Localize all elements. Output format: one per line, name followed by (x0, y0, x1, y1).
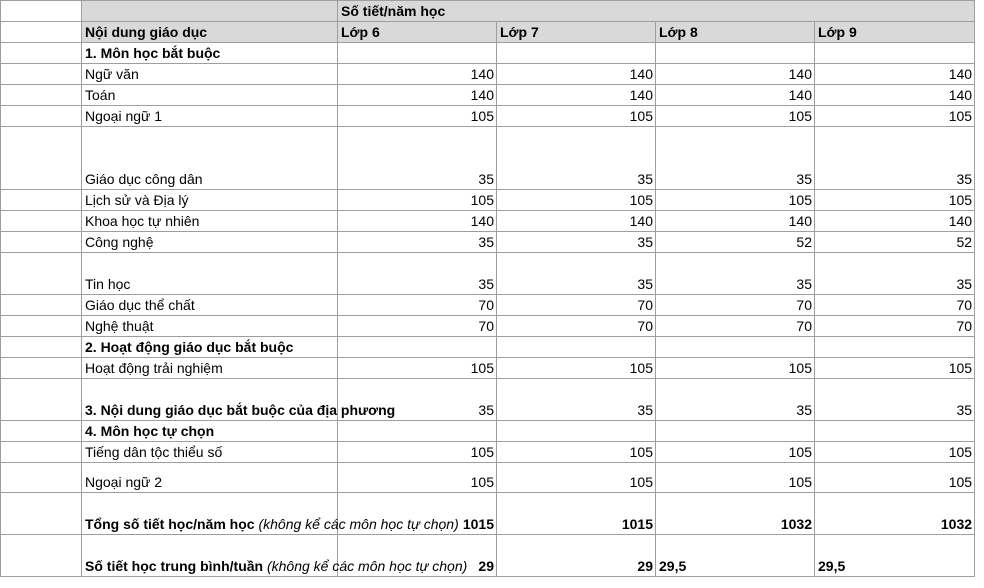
value-grade-7[interactable]: 140 (497, 85, 656, 106)
value-grade-8[interactable]: 105 (656, 442, 815, 463)
blank-cell[interactable] (1, 127, 82, 190)
average-week-label[interactable] (82, 535, 468, 577)
table-row (1, 232, 975, 253)
value-grade-7[interactable]: 35 (497, 127, 656, 190)
subject-name[interactable]: Tiếng dân tộc thiểu số (82, 442, 338, 463)
table-row (1, 295, 975, 316)
blank-cell[interactable] (1, 442, 82, 463)
value-grade-9[interactable]: 105 (815, 463, 975, 493)
header-content[interactable]: Nội dung giáo dục (82, 22, 338, 43)
blank-cell[interactable] (1, 358, 82, 379)
table-row (1, 379, 975, 421)
subject-name[interactable]: Công nghệ (82, 232, 338, 253)
table-row (1, 85, 975, 106)
cell[interactable] (656, 337, 815, 358)
value-grade-8[interactable]: 140 (656, 64, 815, 85)
cell[interactable] (338, 337, 497, 358)
header-row-1 (1, 1, 975, 22)
section-compulsory-activities[interactable]: 2. Hoạt động giáo dục bắt buộc (82, 337, 338, 358)
value-grade-8[interactable]: 140 (656, 85, 815, 106)
blank-cell[interactable] (1, 43, 82, 64)
table-row (1, 442, 975, 463)
header-grade-8[interactable]: Lớp 8 (656, 22, 815, 43)
section-compulsory-subjects[interactable]: 1. Môn học bắt buộc (82, 43, 338, 64)
section-local-content[interactable]: 3. Nội dung giáo dục bắt buộc của địa phương (82, 379, 338, 421)
value-grade-6[interactable]: 105 (338, 358, 497, 379)
cell[interactable] (497, 337, 656, 358)
blank-cell[interactable] (1, 295, 82, 316)
value-grade-7[interactable]: 35 (497, 253, 656, 295)
value-grade-6[interactable]: 35 (338, 127, 497, 190)
subject-name[interactable]: Tin học (82, 253, 338, 295)
value-grade-7[interactable]: 140 (497, 211, 656, 232)
total-year-grade-9[interactable]: 1032 (815, 493, 975, 535)
subject-name[interactable]: Ngoại ngữ 1 (82, 106, 338, 127)
table-row (1, 463, 975, 493)
value-grade-7[interactable]: 70 (497, 295, 656, 316)
average-week-label-note: (không kể các môn học tự chọn) (266, 558, 468, 574)
blank-cell[interactable] (1, 85, 82, 106)
value-grade-9[interactable]: 105 (815, 442, 975, 463)
value-grade-7[interactable]: 105 (497, 463, 656, 493)
value-grade-8[interactable]: 70 (656, 316, 815, 337)
cell[interactable] (815, 421, 975, 442)
section-row (1, 421, 975, 442)
value-grade-7[interactable]: 140 (497, 64, 656, 85)
subject-name[interactable]: Lịch sử và Địa lý (82, 190, 338, 211)
value-grade-8[interactable]: 35 (656, 379, 815, 421)
value-grade-8[interactable]: 140 (656, 211, 815, 232)
value-grade-9[interactable]: 70 (815, 295, 975, 316)
blank-cell[interactable] (1, 190, 82, 211)
value-grade-6[interactable]: 105 (338, 463, 497, 493)
value-grade-6[interactable]: 105 (338, 442, 497, 463)
blank-cell[interactable] (1, 421, 82, 442)
header-empty-cell[interactable] (82, 1, 338, 22)
value-grade-6[interactable]: 70 (338, 295, 497, 316)
value-grade-9[interactable]: 105 (815, 106, 975, 127)
value-grade-7[interactable]: 105 (497, 442, 656, 463)
total-year-label-note: (không kể các môn học tự chọn) (258, 516, 459, 532)
table-row (1, 127, 975, 190)
value-grade-8[interactable]: 105 (656, 358, 815, 379)
value-grade-9[interactable]: 105 (815, 358, 975, 379)
cell[interactable] (338, 421, 497, 442)
value-grade-8[interactable]: 105 (656, 106, 815, 127)
value-grade-8[interactable]: 105 (656, 463, 815, 493)
subject-name[interactable]: Giáo dục công dân (82, 127, 338, 190)
total-year-label[interactable] (82, 493, 459, 535)
cell[interactable] (656, 43, 815, 64)
value-grade-7[interactable]: 35 (497, 379, 656, 421)
value-grade-8[interactable]: 35 (656, 127, 815, 190)
value-grade-9[interactable]: 105 (815, 190, 975, 211)
value-grade-6[interactable]: 105 (338, 106, 497, 127)
blank-cell[interactable] (1, 493, 82, 535)
subject-name[interactable]: Hoạt động trải nghiệm (82, 358, 338, 379)
value-grade-9[interactable]: 52 (815, 232, 975, 253)
value-grade-9[interactable]: 140 (815, 211, 975, 232)
value-grade-6[interactable]: 140 (338, 211, 497, 232)
table-row (1, 64, 975, 85)
blank-cell[interactable] (1, 64, 82, 85)
blank-cell[interactable] (1, 535, 82, 577)
value-grade-7[interactable]: 105 (497, 106, 656, 127)
header-grade-7[interactable]: Lớp 7 (497, 22, 656, 43)
blank-cell[interactable] (1, 253, 82, 295)
table-row (1, 106, 975, 127)
cell[interactable] (815, 337, 975, 358)
blank-cell[interactable] (1, 106, 82, 127)
value-grade-6[interactable]: 140 (338, 64, 497, 85)
header-row-2 (1, 22, 975, 43)
blank-cell[interactable] (1, 1, 82, 22)
table-row (1, 316, 975, 337)
total-year-row (1, 493, 975, 535)
value-grade-8[interactable]: 52 (656, 232, 815, 253)
blank-cell[interactable] (1, 379, 82, 421)
value-grade-8[interactable]: 70 (656, 295, 815, 316)
value-grade-6[interactable]: 70 (338, 316, 497, 337)
total-year-grade-7[interactable]: 1015 (497, 493, 656, 535)
value-grade-7[interactable]: 70 (497, 316, 656, 337)
table-row (1, 190, 975, 211)
header-grade-9[interactable]: Lớp 9 (815, 22, 975, 43)
subject-name[interactable]: Toán (82, 85, 338, 106)
value-grade-9[interactable]: 35 (815, 253, 975, 295)
value-grade-8[interactable]: 105 (656, 190, 815, 211)
section-row (1, 43, 975, 64)
blank-cell[interactable] (1, 211, 82, 232)
subject-name[interactable]: Giáo dục thể chất (82, 295, 338, 316)
average-week-row (1, 535, 975, 577)
table-row (1, 358, 975, 379)
value-grade-6[interactable]: 35 (338, 253, 497, 295)
cell[interactable] (497, 43, 656, 64)
value-grade-9[interactable]: 140 (815, 64, 975, 85)
table-row (1, 211, 975, 232)
cell[interactable] (656, 421, 815, 442)
header-periods-per-year[interactable]: Số tiết/năm học (338, 1, 975, 22)
subject-name[interactable]: Nghệ thuật (82, 316, 338, 337)
value-grade-9[interactable]: 140 (815, 85, 975, 106)
cell[interactable] (815, 43, 975, 64)
value-grade-6[interactable]: 35 (338, 232, 497, 253)
blank-cell[interactable] (1, 232, 82, 253)
blank-cell[interactable] (1, 22, 82, 43)
cell[interactable] (338, 43, 497, 64)
subject-name[interactable]: Khoa học tự nhiên (82, 211, 338, 232)
cell[interactable] (497, 421, 656, 442)
value-grade-9[interactable]: 35 (815, 379, 975, 421)
average-week-label-main: Số tiết học trung bình/tuần (85, 558, 264, 574)
section-elective-subjects[interactable]: 4. Môn học tự chọn (82, 421, 338, 442)
average-week-grade-7[interactable]: 29 (497, 535, 656, 577)
average-week-grade-9[interactable]: 29,5 (815, 535, 975, 577)
blank-cell[interactable] (1, 337, 82, 358)
value-grade-9[interactable]: 70 (815, 316, 975, 337)
value-grade-9[interactable]: 35 (815, 127, 975, 190)
value-grade-7[interactable]: 105 (497, 358, 656, 379)
value-grade-7[interactable]: 105 (497, 190, 656, 211)
total-year-grade-8[interactable]: 1032 (656, 493, 815, 535)
value-grade-6[interactable]: 105 (338, 190, 497, 211)
average-week-grade-6[interactable]: 29 (338, 535, 497, 577)
total-year-grade-6[interactable]: 1015 (338, 493, 497, 535)
total-year-label-main: Tổng số tiết học/năm học (85, 516, 255, 532)
table-row (1, 253, 975, 295)
average-week-grade-8[interactable]: 29,5 (656, 535, 815, 577)
value-grade-8[interactable]: 35 (656, 253, 815, 295)
value-grade-6[interactable]: 35 (338, 379, 497, 421)
value-grade-7[interactable]: 35 (497, 232, 656, 253)
header-grade-6[interactable]: Lớp 6 (338, 22, 497, 43)
value-grade-6[interactable]: 140 (338, 85, 497, 106)
subject-name[interactable]: Ngoại ngữ 2 (82, 463, 338, 493)
subject-name[interactable]: Ngữ văn (82, 64, 338, 85)
blank-cell[interactable] (1, 316, 82, 337)
blank-cell[interactable] (1, 463, 82, 493)
section-row (1, 337, 975, 358)
